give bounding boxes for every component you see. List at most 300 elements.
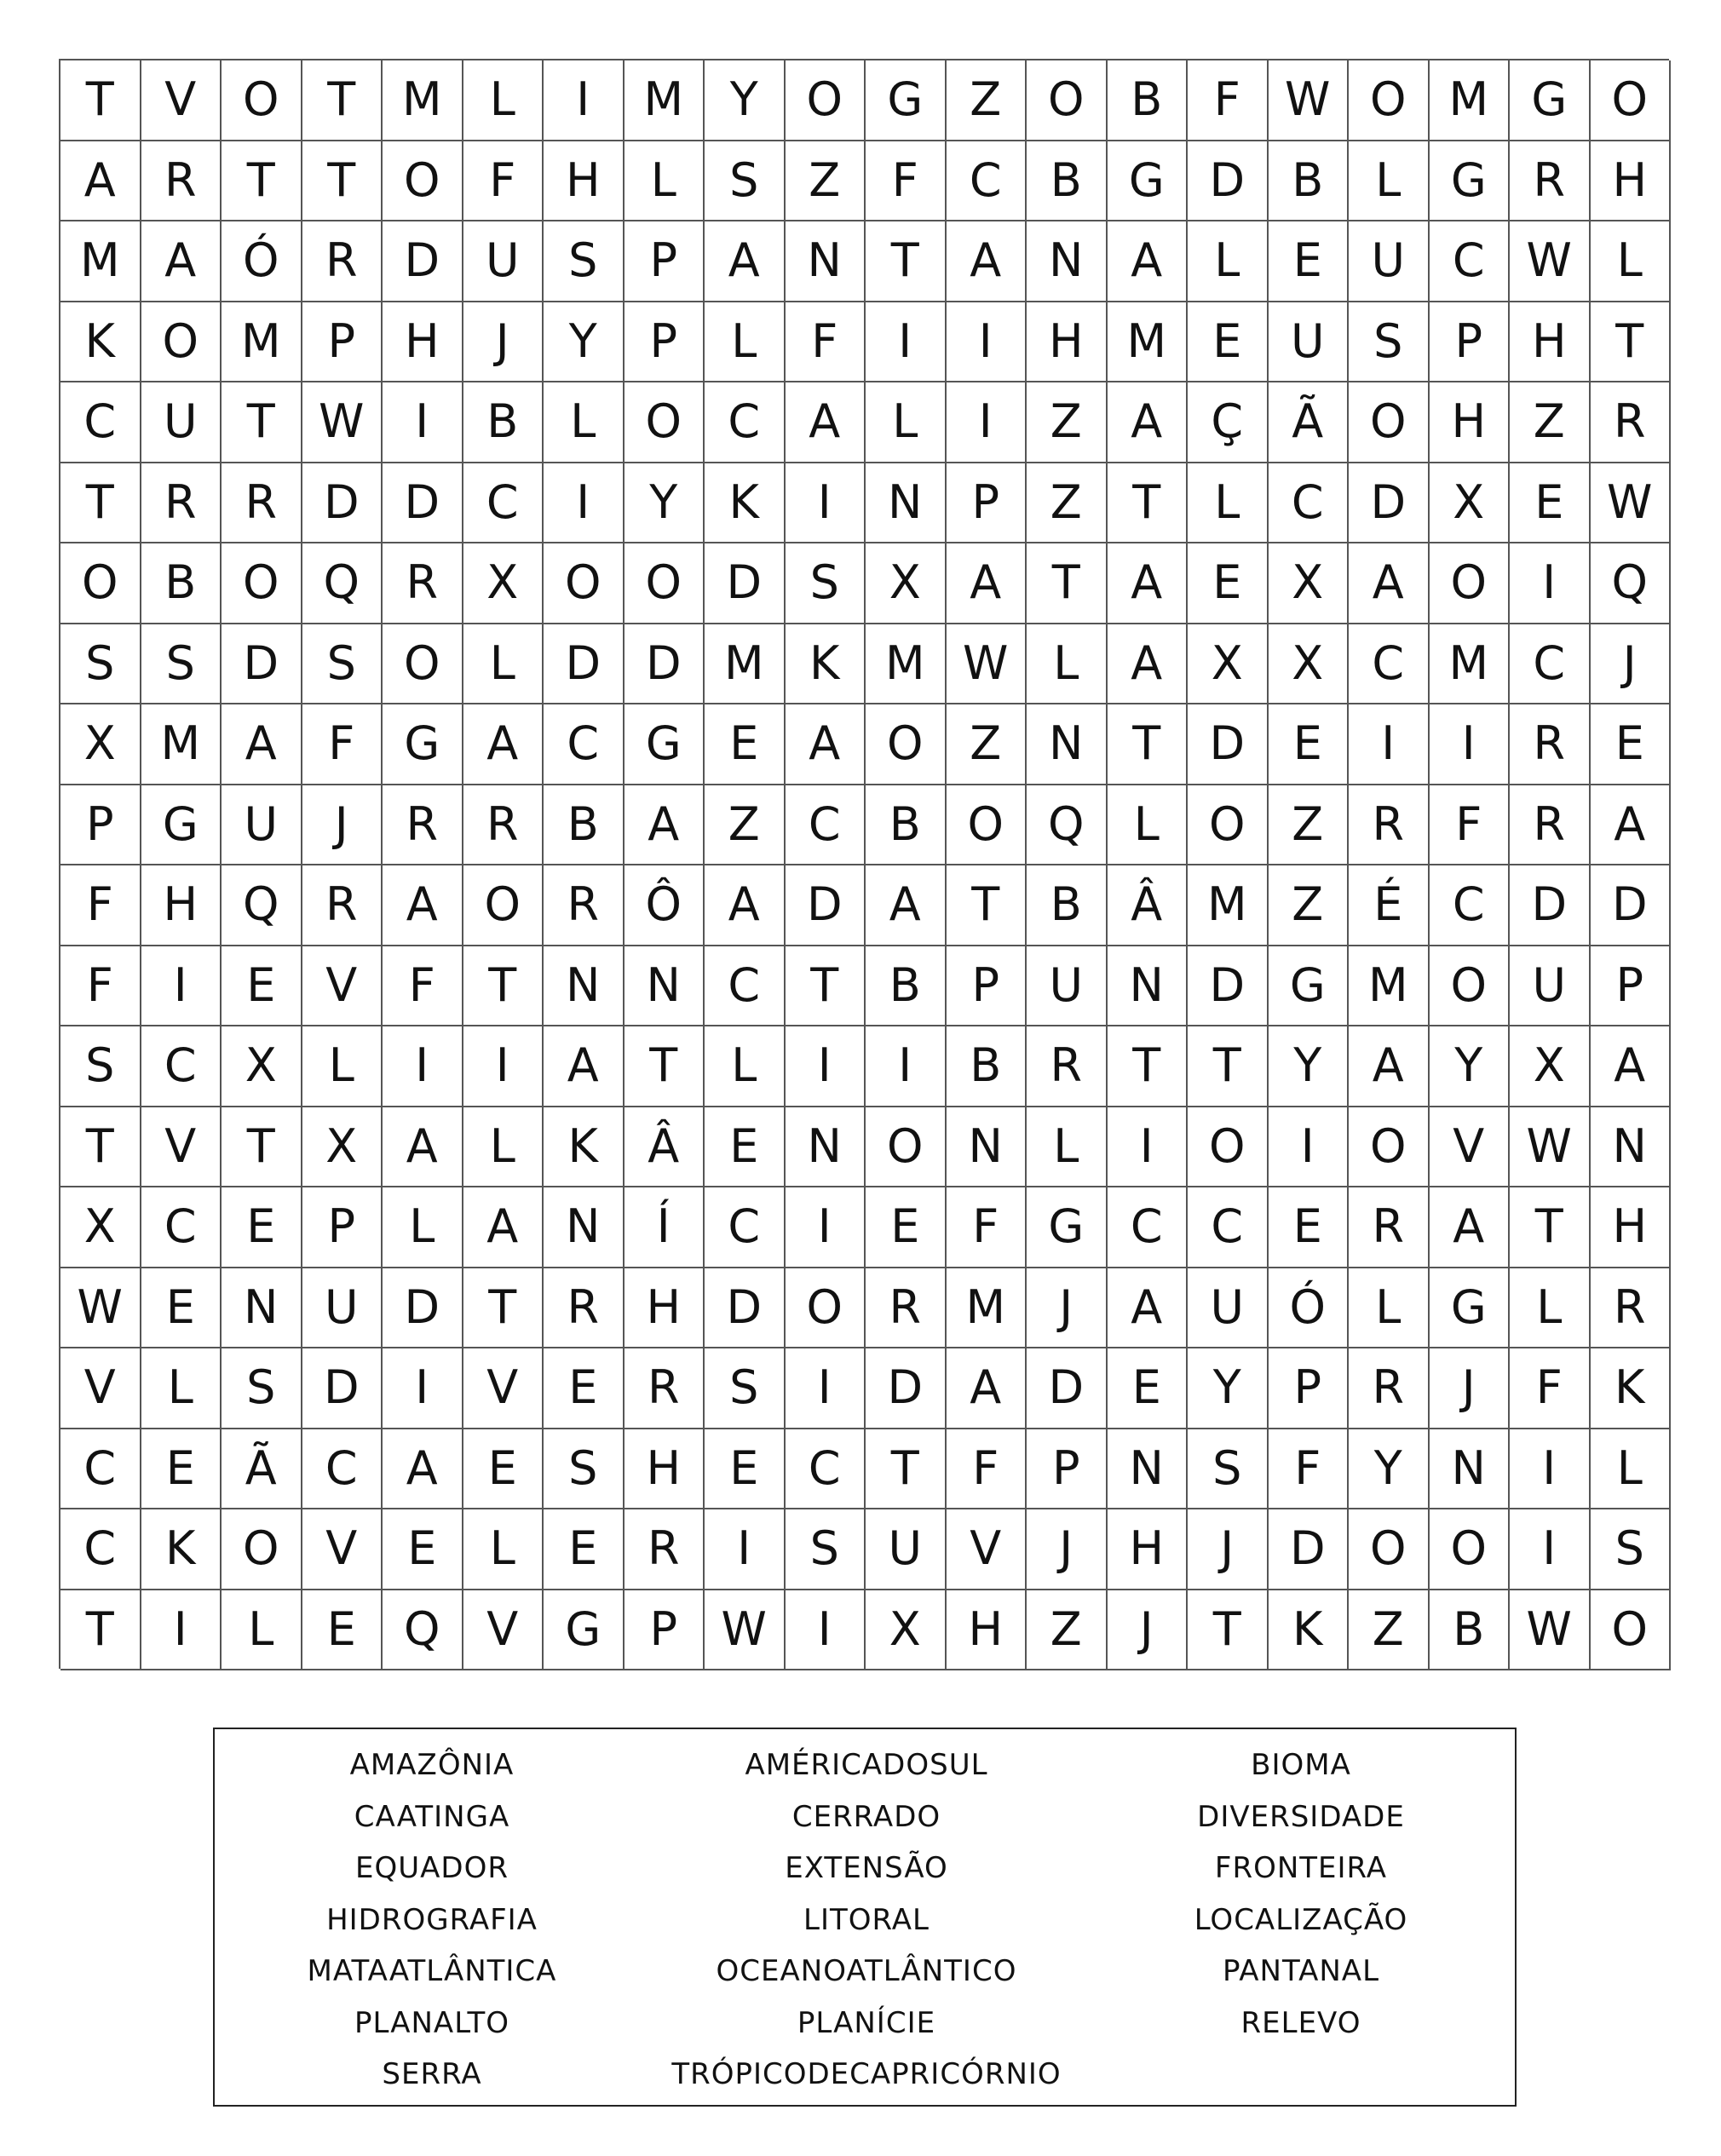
grid-cell[interactable]: B: [141, 543, 222, 624]
grid-cell[interactable]: Z: [1349, 1590, 1430, 1671]
grid-cell[interactable]: O: [866, 1107, 947, 1188]
grid-cell[interactable]: E: [1188, 543, 1269, 624]
grid-cell[interactable]: Q: [383, 1590, 463, 1671]
grid-cell[interactable]: O: [222, 543, 302, 624]
grid-cell[interactable]: V: [1430, 1107, 1511, 1188]
grid-cell[interactable]: B: [1108, 60, 1189, 141]
grid-cell[interactable]: Z: [786, 141, 866, 222]
grid-cell[interactable]: T: [1027, 543, 1108, 624]
grid-cell[interactable]: N: [947, 1107, 1027, 1188]
grid-cell[interactable]: W: [302, 382, 383, 463]
grid-cell[interactable]: H: [625, 1268, 705, 1349]
grid-cell[interactable]: L: [383, 1187, 463, 1268]
grid-cell[interactable]: E: [302, 1590, 383, 1671]
grid-cell[interactable]: W: [1510, 221, 1591, 302]
grid-cell[interactable]: R: [1510, 704, 1591, 785]
grid-cell[interactable]: W: [947, 624, 1027, 705]
grid-cell[interactable]: E: [1591, 704, 1672, 785]
grid-cell[interactable]: L: [1591, 1429, 1672, 1510]
grid-cell[interactable]: Z: [947, 704, 1027, 785]
grid-cell[interactable]: U: [1269, 302, 1350, 383]
grid-cell[interactable]: A: [705, 221, 786, 302]
grid-cell[interactable]: V: [60, 1348, 141, 1429]
grid-cell[interactable]: R: [625, 1509, 705, 1590]
grid-cell[interactable]: A: [1349, 1026, 1430, 1107]
grid-cell[interactable]: L: [705, 302, 786, 383]
grid-cell[interactable]: T: [60, 1107, 141, 1188]
grid-cell[interactable]: D: [1188, 704, 1269, 785]
grid-cell[interactable]: G: [1027, 1187, 1108, 1268]
grid-cell[interactable]: N: [1430, 1429, 1511, 1510]
grid-cell[interactable]: R: [222, 463, 302, 544]
grid-cell[interactable]: X: [1188, 624, 1269, 705]
grid-cell[interactable]: W: [1510, 1590, 1591, 1671]
grid-cell[interactable]: R: [544, 1268, 625, 1349]
grid-cell[interactable]: T: [947, 865, 1027, 946]
grid-cell[interactable]: L: [1591, 221, 1672, 302]
grid-cell[interactable]: T: [302, 141, 383, 222]
grid-cell[interactable]: N: [625, 946, 705, 1027]
grid-cell[interactable]: K: [786, 624, 866, 705]
grid-cell[interactable]: R: [1349, 1187, 1430, 1268]
grid-cell[interactable]: T: [222, 141, 302, 222]
grid-cell[interactable]: A: [625, 785, 705, 866]
grid-cell[interactable]: M: [625, 60, 705, 141]
grid-cell[interactable]: N: [1108, 946, 1189, 1027]
grid-cell[interactable]: É: [1349, 865, 1430, 946]
grid-cell[interactable]: L: [1027, 1107, 1108, 1188]
grid-cell[interactable]: O: [383, 624, 463, 705]
grid-cell[interactable]: O: [1349, 382, 1430, 463]
grid-cell[interactable]: F: [1510, 1348, 1591, 1429]
grid-cell[interactable]: P: [302, 1187, 383, 1268]
grid-cell[interactable]: P: [947, 946, 1027, 1027]
grid-cell[interactable]: S: [544, 1429, 625, 1510]
grid-cell[interactable]: N: [786, 221, 866, 302]
grid-cell[interactable]: U: [1027, 946, 1108, 1027]
grid-cell[interactable]: Y: [625, 463, 705, 544]
grid-cell[interactable]: O: [1188, 785, 1269, 866]
grid-cell[interactable]: Q: [302, 543, 383, 624]
grid-cell[interactable]: I: [947, 302, 1027, 383]
grid-cell[interactable]: R: [1510, 785, 1591, 866]
grid-cell[interactable]: M: [1430, 624, 1511, 705]
grid-cell[interactable]: D: [1510, 865, 1591, 946]
grid-cell[interactable]: R: [463, 785, 544, 866]
grid-cell[interactable]: D: [302, 1348, 383, 1429]
grid-cell[interactable]: P: [625, 302, 705, 383]
grid-cell[interactable]: O: [141, 302, 222, 383]
grid-cell[interactable]: I: [866, 302, 947, 383]
grid-cell[interactable]: T: [222, 382, 302, 463]
grid-cell[interactable]: I: [786, 1590, 866, 1671]
grid-cell[interactable]: O: [1188, 1107, 1269, 1188]
grid-cell[interactable]: G: [383, 704, 463, 785]
grid-cell[interactable]: Z: [947, 60, 1027, 141]
grid-cell[interactable]: N: [866, 463, 947, 544]
grid-cell[interactable]: O: [786, 1268, 866, 1349]
grid-cell[interactable]: O: [866, 704, 947, 785]
grid-cell[interactable]: W: [705, 1590, 786, 1671]
grid-cell[interactable]: Z: [1269, 785, 1350, 866]
grid-cell[interactable]: O: [1430, 543, 1511, 624]
grid-cell[interactable]: I: [786, 1187, 866, 1268]
grid-cell[interactable]: X: [866, 543, 947, 624]
grid-cell[interactable]: X: [60, 1187, 141, 1268]
grid-cell[interactable]: I: [1108, 1107, 1189, 1188]
grid-cell[interactable]: I: [463, 1026, 544, 1107]
grid-cell[interactable]: T: [866, 221, 947, 302]
grid-cell[interactable]: A: [1108, 624, 1189, 705]
grid-cell[interactable]: R: [1027, 1026, 1108, 1107]
grid-cell[interactable]: I: [141, 946, 222, 1027]
grid-cell[interactable]: X: [1430, 463, 1511, 544]
grid-cell[interactable]: A: [60, 141, 141, 222]
grid-cell[interactable]: M: [947, 1268, 1027, 1349]
grid-cell[interactable]: H: [947, 1590, 1027, 1671]
grid-cell[interactable]: L: [1108, 785, 1189, 866]
grid-cell[interactable]: L: [1027, 624, 1108, 705]
grid-cell[interactable]: C: [947, 141, 1027, 222]
grid-cell[interactable]: X: [222, 1026, 302, 1107]
grid-cell[interactable]: G: [1430, 141, 1511, 222]
grid-cell[interactable]: K: [1591, 1348, 1672, 1429]
grid-cell[interactable]: A: [1108, 1268, 1189, 1349]
grid-cell[interactable]: J: [1027, 1268, 1108, 1349]
grid-cell[interactable]: B: [1027, 141, 1108, 222]
grid-cell[interactable]: D: [866, 1348, 947, 1429]
grid-cell[interactable]: O: [1430, 946, 1511, 1027]
grid-cell[interactable]: O: [1349, 1107, 1430, 1188]
grid-cell[interactable]: O: [947, 785, 1027, 866]
grid-cell[interactable]: P: [1027, 1429, 1108, 1510]
grid-cell[interactable]: H: [625, 1429, 705, 1510]
grid-cell[interactable]: Â: [1108, 865, 1189, 946]
grid-cell[interactable]: P: [1591, 946, 1672, 1027]
grid-cell[interactable]: E: [866, 1187, 947, 1268]
grid-cell[interactable]: E: [222, 946, 302, 1027]
grid-cell[interactable]: L: [1349, 1268, 1430, 1349]
grid-cell[interactable]: R: [383, 543, 463, 624]
grid-cell[interactable]: J: [1591, 624, 1672, 705]
grid-cell[interactable]: C: [705, 382, 786, 463]
grid-cell[interactable]: I: [141, 1590, 222, 1671]
grid-cell[interactable]: C: [705, 1187, 786, 1268]
grid-cell[interactable]: F: [60, 946, 141, 1027]
grid-cell[interactable]: I: [383, 1026, 463, 1107]
grid-cell[interactable]: E: [1269, 704, 1350, 785]
grid-cell[interactable]: V: [947, 1509, 1027, 1590]
grid-cell[interactable]: R: [1510, 141, 1591, 222]
grid-cell[interactable]: E: [1269, 1187, 1350, 1268]
grid-cell[interactable]: I: [383, 382, 463, 463]
grid-cell[interactable]: S: [705, 1348, 786, 1429]
grid-cell[interactable]: Ã: [222, 1429, 302, 1510]
grid-cell[interactable]: A: [866, 865, 947, 946]
grid-cell[interactable]: R: [302, 865, 383, 946]
grid-cell[interactable]: A: [222, 704, 302, 785]
grid-cell[interactable]: O: [1591, 60, 1672, 141]
grid-cell[interactable]: I: [544, 463, 625, 544]
grid-cell[interactable]: T: [60, 1590, 141, 1671]
grid-cell[interactable]: A: [1108, 543, 1189, 624]
grid-cell[interactable]: B: [1269, 141, 1350, 222]
grid-cell[interactable]: D: [383, 463, 463, 544]
grid-cell[interactable]: L: [141, 1348, 222, 1429]
grid-cell[interactable]: D: [383, 221, 463, 302]
grid-cell[interactable]: U: [866, 1509, 947, 1590]
grid-cell[interactable]: Z: [705, 785, 786, 866]
grid-cell[interactable]: H: [544, 141, 625, 222]
grid-cell[interactable]: M: [1108, 302, 1189, 383]
grid-cell[interactable]: T: [463, 946, 544, 1027]
grid-cell[interactable]: G: [1430, 1268, 1511, 1349]
grid-cell[interactable]: E: [1188, 302, 1269, 383]
grid-cell[interactable]: S: [544, 221, 625, 302]
grid-cell[interactable]: N: [1027, 221, 1108, 302]
grid-cell[interactable]: G: [1510, 60, 1591, 141]
grid-cell[interactable]: N: [1027, 704, 1108, 785]
grid-cell[interactable]: D: [222, 624, 302, 705]
grid-cell[interactable]: C: [1430, 865, 1511, 946]
grid-cell[interactable]: A: [1349, 543, 1430, 624]
grid-cell[interactable]: C: [302, 1429, 383, 1510]
grid-cell[interactable]: V: [141, 1107, 222, 1188]
grid-cell[interactable]: A: [786, 382, 866, 463]
grid-cell[interactable]: E: [705, 1107, 786, 1188]
grid-cell[interactable]: D: [544, 624, 625, 705]
grid-cell[interactable]: G: [1269, 946, 1350, 1027]
grid-cell[interactable]: U: [1510, 946, 1591, 1027]
grid-cell[interactable]: Z: [1269, 865, 1350, 946]
grid-cell[interactable]: X: [463, 543, 544, 624]
grid-cell[interactable]: Z: [1027, 463, 1108, 544]
grid-cell[interactable]: R: [302, 221, 383, 302]
grid-cell[interactable]: A: [947, 221, 1027, 302]
grid-cell[interactable]: W: [1510, 1107, 1591, 1188]
grid-cell[interactable]: L: [705, 1026, 786, 1107]
grid-cell[interactable]: C: [1108, 1187, 1189, 1268]
grid-cell[interactable]: O: [222, 1509, 302, 1590]
grid-cell[interactable]: A: [1108, 382, 1189, 463]
grid-cell[interactable]: O: [786, 60, 866, 141]
grid-cell[interactable]: H: [1027, 302, 1108, 383]
grid-cell[interactable]: L: [463, 624, 544, 705]
grid-cell[interactable]: B: [947, 1026, 1027, 1107]
grid-cell[interactable]: J: [1188, 1509, 1269, 1590]
grid-cell[interactable]: A: [383, 865, 463, 946]
grid-cell[interactable]: O: [1349, 60, 1430, 141]
grid-cell[interactable]: T: [60, 60, 141, 141]
grid-cell[interactable]: H: [383, 302, 463, 383]
grid-cell[interactable]: P: [1430, 302, 1511, 383]
grid-cell[interactable]: H: [1591, 141, 1672, 222]
grid-cell[interactable]: M: [1188, 865, 1269, 946]
grid-cell[interactable]: L: [544, 382, 625, 463]
grid-cell[interactable]: R: [1349, 1348, 1430, 1429]
grid-cell[interactable]: E: [141, 1429, 222, 1510]
grid-cell[interactable]: L: [1188, 221, 1269, 302]
grid-cell[interactable]: L: [1188, 463, 1269, 544]
grid-cell[interactable]: L: [625, 141, 705, 222]
grid-cell[interactable]: C: [1510, 624, 1591, 705]
grid-cell[interactable]: O: [1349, 1509, 1430, 1590]
grid-cell[interactable]: I: [705, 1509, 786, 1590]
grid-cell[interactable]: I: [786, 1348, 866, 1429]
grid-cell[interactable]: T: [222, 1107, 302, 1188]
grid-cell[interactable]: A: [1430, 1187, 1511, 1268]
grid-cell[interactable]: H: [1510, 302, 1591, 383]
grid-cell[interactable]: R: [141, 463, 222, 544]
grid-cell[interactable]: N: [1591, 1107, 1672, 1188]
grid-cell[interactable]: C: [463, 463, 544, 544]
grid-cell[interactable]: K: [60, 302, 141, 383]
grid-cell[interactable]: X: [302, 1107, 383, 1188]
grid-cell[interactable]: H: [1108, 1509, 1189, 1590]
grid-cell[interactable]: N: [222, 1268, 302, 1349]
grid-cell[interactable]: A: [383, 1107, 463, 1188]
grid-cell[interactable]: N: [1108, 1429, 1189, 1510]
grid-cell[interactable]: Z: [1027, 382, 1108, 463]
grid-cell[interactable]: P: [1269, 1348, 1350, 1429]
grid-cell[interactable]: A: [947, 543, 1027, 624]
grid-cell[interactable]: I: [866, 1026, 947, 1107]
grid-cell[interactable]: A: [463, 704, 544, 785]
grid-cell[interactable]: O: [625, 382, 705, 463]
grid-cell[interactable]: Í: [625, 1187, 705, 1268]
grid-cell[interactable]: A: [786, 704, 866, 785]
grid-cell[interactable]: C: [705, 946, 786, 1027]
grid-cell[interactable]: L: [302, 1026, 383, 1107]
grid-cell[interactable]: T: [1108, 704, 1189, 785]
grid-cell[interactable]: S: [705, 141, 786, 222]
grid-cell[interactable]: Ã: [1269, 382, 1350, 463]
grid-cell[interactable]: R: [866, 1268, 947, 1349]
grid-cell[interactable]: H: [1430, 382, 1511, 463]
grid-cell[interactable]: O: [463, 865, 544, 946]
grid-cell[interactable]: Y: [1430, 1026, 1511, 1107]
grid-cell[interactable]: R: [141, 141, 222, 222]
grid-cell[interactable]: G: [1108, 141, 1189, 222]
grid-cell[interactable]: C: [544, 704, 625, 785]
grid-cell[interactable]: U: [302, 1268, 383, 1349]
grid-cell[interactable]: O: [1591, 1590, 1672, 1671]
grid-cell[interactable]: V: [141, 60, 222, 141]
grid-cell[interactable]: Z: [1027, 1590, 1108, 1671]
grid-cell[interactable]: E: [1510, 463, 1591, 544]
grid-cell[interactable]: N: [544, 946, 625, 1027]
grid-cell[interactable]: L: [463, 1509, 544, 1590]
grid-cell[interactable]: P: [625, 1590, 705, 1671]
grid-cell[interactable]: K: [705, 463, 786, 544]
grid-cell[interactable]: X: [60, 704, 141, 785]
grid-cell[interactable]: G: [544, 1590, 625, 1671]
grid-cell[interactable]: C: [60, 1429, 141, 1510]
grid-cell[interactable]: C: [786, 1429, 866, 1510]
grid-cell[interactable]: S: [141, 624, 222, 705]
grid-cell[interactable]: S: [60, 624, 141, 705]
grid-cell[interactable]: V: [463, 1348, 544, 1429]
grid-cell[interactable]: E: [705, 704, 786, 785]
grid-cell[interactable]: C: [60, 1509, 141, 1590]
grid-cell[interactable]: E: [705, 1429, 786, 1510]
grid-cell[interactable]: T: [866, 1429, 947, 1510]
grid-cell[interactable]: K: [1269, 1590, 1350, 1671]
grid-cell[interactable]: I: [1349, 704, 1430, 785]
grid-cell[interactable]: T: [1188, 1590, 1269, 1671]
grid-cell[interactable]: P: [947, 463, 1027, 544]
grid-cell[interactable]: L: [222, 1590, 302, 1671]
grid-cell[interactable]: E: [222, 1187, 302, 1268]
grid-cell[interactable]: M: [866, 624, 947, 705]
grid-cell[interactable]: E: [544, 1348, 625, 1429]
grid-cell[interactable]: U: [141, 382, 222, 463]
grid-cell[interactable]: E: [383, 1509, 463, 1590]
grid-cell[interactable]: D: [705, 1268, 786, 1349]
grid-cell[interactable]: Ó: [222, 221, 302, 302]
grid-cell[interactable]: E: [1108, 1348, 1189, 1429]
grid-cell[interactable]: G: [625, 704, 705, 785]
grid-cell[interactable]: F: [1188, 60, 1269, 141]
grid-cell[interactable]: D: [705, 543, 786, 624]
grid-cell[interactable]: X: [866, 1590, 947, 1671]
grid-cell[interactable]: S: [1188, 1429, 1269, 1510]
grid-cell[interactable]: I: [1269, 1107, 1350, 1188]
grid-cell[interactable]: M: [60, 221, 141, 302]
grid-cell[interactable]: R: [1349, 785, 1430, 866]
grid-cell[interactable]: F: [1430, 785, 1511, 866]
grid-cell[interactable]: T: [625, 1026, 705, 1107]
grid-cell[interactable]: O: [625, 543, 705, 624]
grid-cell[interactable]: R: [625, 1348, 705, 1429]
grid-cell[interactable]: C: [1269, 463, 1350, 544]
grid-cell[interactable]: S: [1591, 1509, 1672, 1590]
grid-cell[interactable]: U: [1188, 1268, 1269, 1349]
grid-cell[interactable]: A: [947, 1348, 1027, 1429]
grid-cell[interactable]: I: [786, 463, 866, 544]
grid-cell[interactable]: A: [705, 865, 786, 946]
grid-cell[interactable]: L: [866, 382, 947, 463]
grid-cell[interactable]: T: [463, 1268, 544, 1349]
grid-cell[interactable]: G: [141, 785, 222, 866]
grid-cell[interactable]: V: [302, 946, 383, 1027]
grid-cell[interactable]: F: [947, 1187, 1027, 1268]
grid-cell[interactable]: I: [947, 382, 1027, 463]
grid-cell[interactable]: F: [302, 704, 383, 785]
grid-cell[interactable]: T: [1108, 1026, 1189, 1107]
grid-cell[interactable]: T: [786, 946, 866, 1027]
grid-cell[interactable]: M: [705, 624, 786, 705]
grid-cell[interactable]: D: [302, 463, 383, 544]
grid-cell[interactable]: I: [786, 1026, 866, 1107]
grid-cell[interactable]: T: [60, 463, 141, 544]
grid-cell[interactable]: E: [1269, 221, 1350, 302]
grid-cell[interactable]: P: [625, 221, 705, 302]
grid-cell[interactable]: L: [1349, 141, 1430, 222]
grid-cell[interactable]: Â: [625, 1107, 705, 1188]
grid-cell[interactable]: P: [60, 785, 141, 866]
grid-cell[interactable]: S: [1349, 302, 1430, 383]
grid-cell[interactable]: W: [1591, 463, 1672, 544]
grid-cell[interactable]: O: [1027, 60, 1108, 141]
grid-cell[interactable]: Y: [1269, 1026, 1350, 1107]
grid-cell[interactable]: J: [463, 302, 544, 383]
grid-cell[interactable]: S: [222, 1348, 302, 1429]
grid-cell[interactable]: M: [141, 704, 222, 785]
grid-cell[interactable]: J: [302, 785, 383, 866]
grid-cell[interactable]: Y: [544, 302, 625, 383]
grid-cell[interactable]: Ç: [1188, 382, 1269, 463]
